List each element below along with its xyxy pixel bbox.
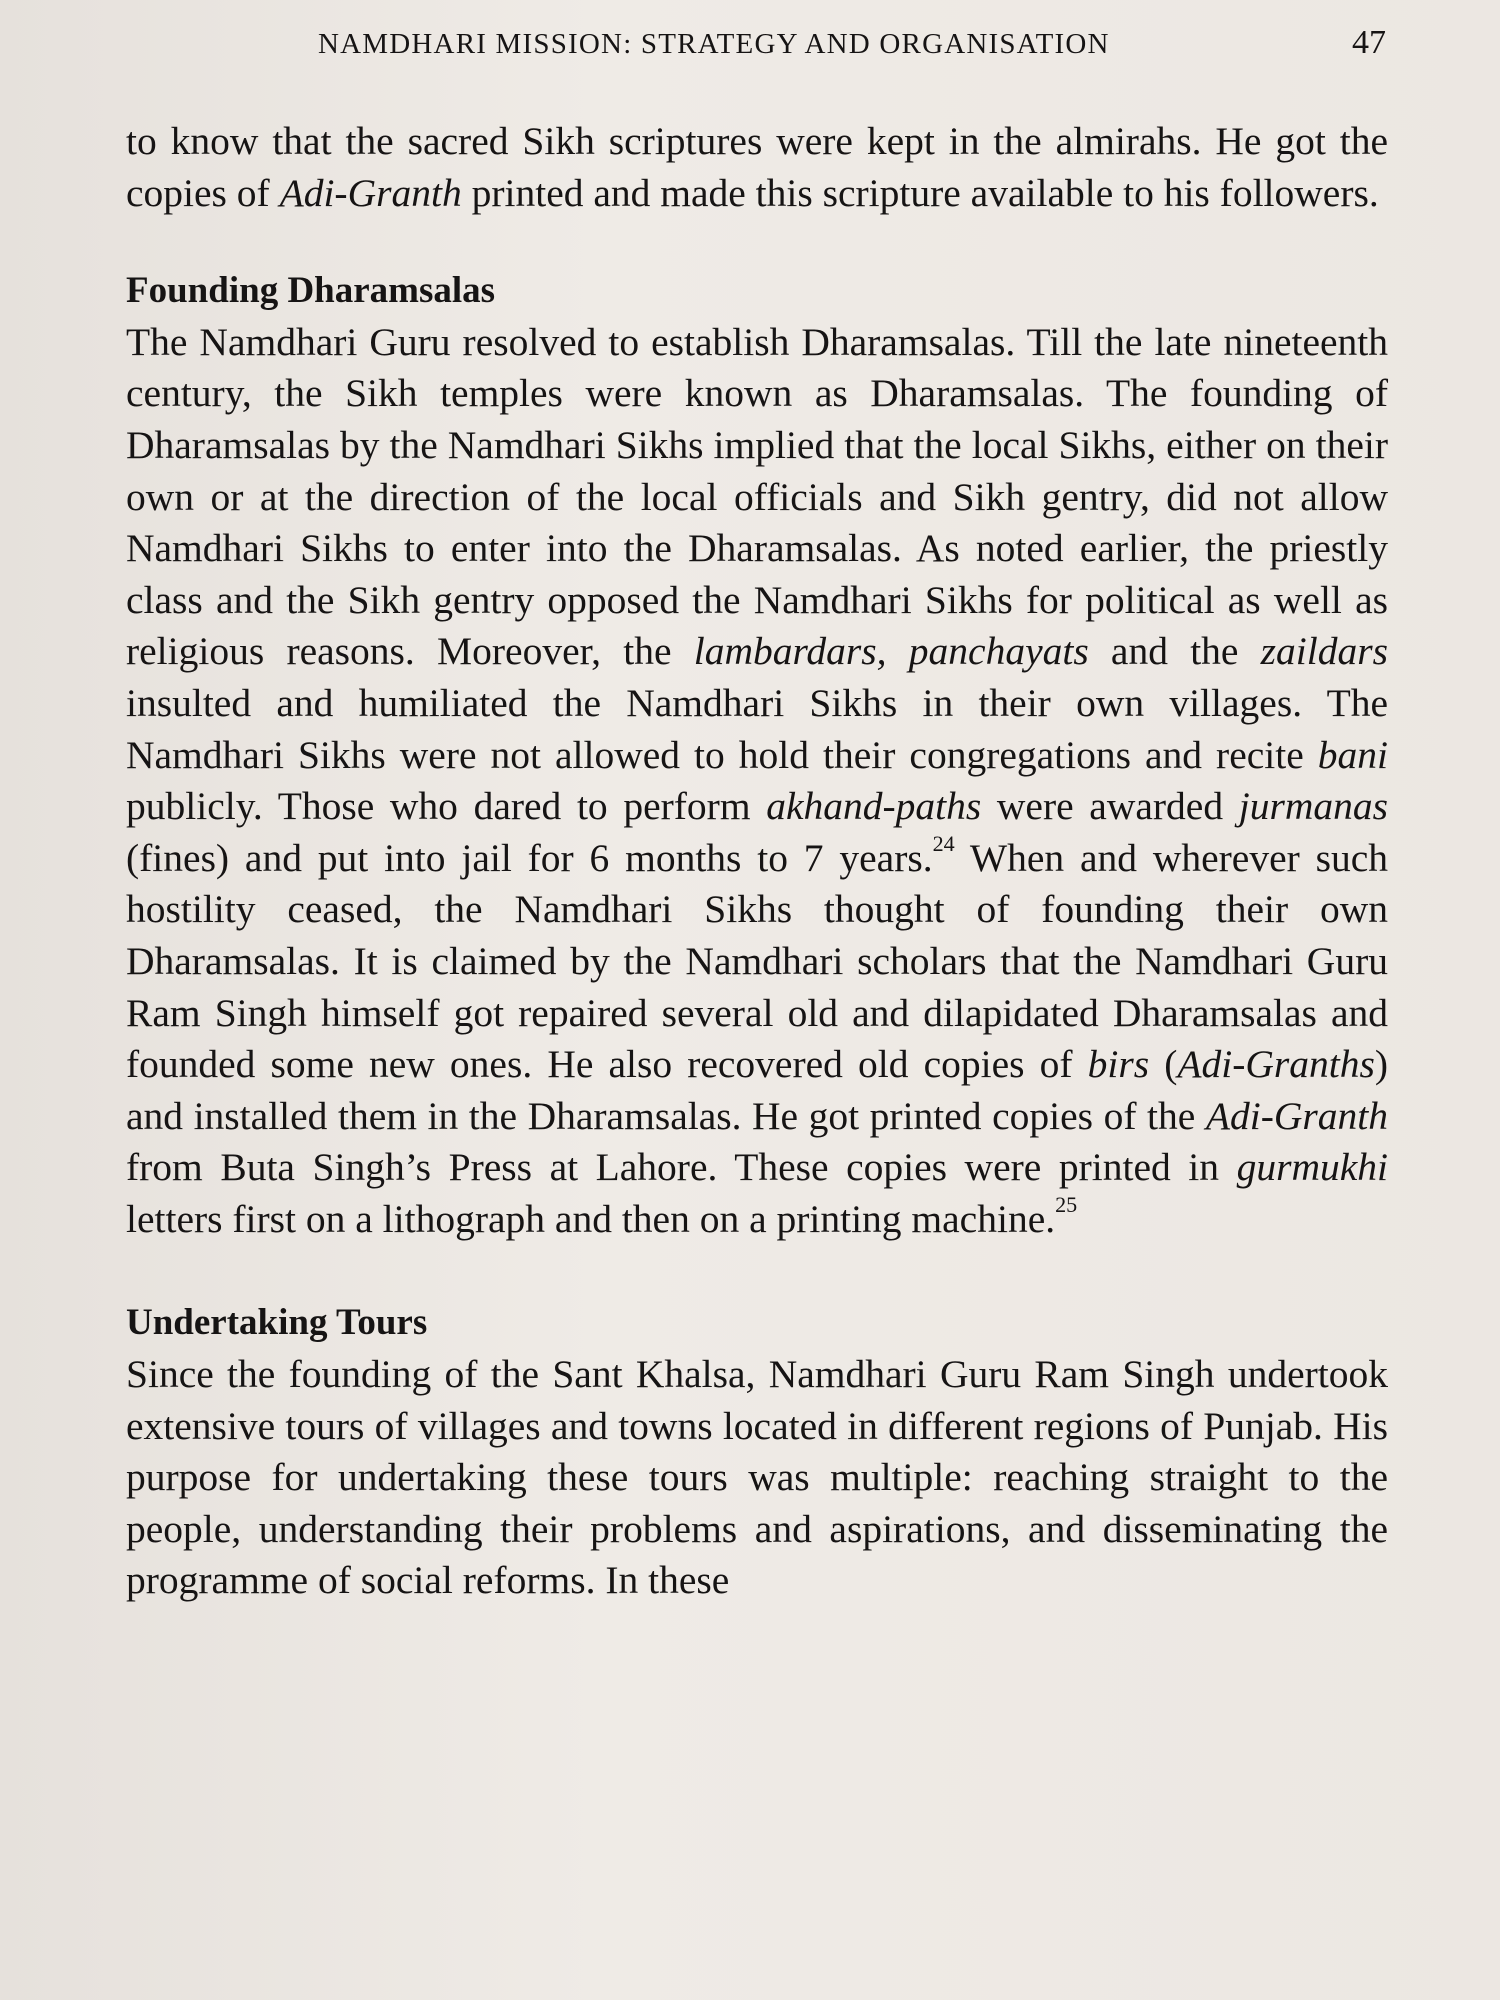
running-head	[0, 24, 1500, 64]
text-run: The Namdhari Guru resolved to establish Dharamsalas. Till the late nineteenth century, the Sikh temples were known as Dharamsalas. The founding of Dharamsalas by the Namdhari Sikhs implied that the local Sikhs, either on their own or at the direction of the local officials and Sikh gentry, did not allow Namdhari Sikhs to enter into the Dharamsalas. As noted earlier, the priestly class and the Sikh gentry opposed the Namdhari Sikhs for political as well as religious reasons. Moreover, the	[126, 319, 1388, 674]
page-number: 47	[1352, 24, 1386, 61]
italic-term: zaildars	[1260, 629, 1388, 674]
text-run: letters first on a lithograph and then on a printing machine.	[126, 1196, 1056, 1241]
text-run: to know that the sacred Sikh scriptures were kept in the almirahs. He got the copies of	[126, 119, 1388, 215]
section-heading-founding-dharamsalas: Founding Dharamsalas	[126, 270, 496, 312]
italic-term: Adi-Granth	[279, 170, 462, 215]
body-text	[126, 116, 1388, 1607]
italic-term: lambardars, panchayats	[693, 629, 1089, 674]
paragraph-gap	[126, 1245, 1388, 1297]
footnote-ref-24: 24	[932, 830, 955, 856]
text-run: from Buta Singh’s Press at Lahore. These copies were printed in	[126, 1145, 1237, 1190]
text-run: Since the founding of the Sant Khalsa, Namdhari Guru Ram Singh undertook extensive tours of villages and towns located in different regions of Punjab. His purpose for undertaking these tours was multiple: reaching straight to the people, understanding their problems and aspirations, and disseminating the programme of social reforms. In these	[126, 1352, 1388, 1603]
italic-term: Adi-Granths	[1177, 1042, 1375, 1087]
paragraph-gap	[126, 219, 1388, 265]
italic-term: jurmanas	[1238, 784, 1388, 829]
italic-term: akhand-paths	[766, 784, 982, 829]
section-heading-undertaking-tours: Undertaking Tours	[126, 1302, 428, 1344]
text-run: When and wherever such hostility ceased, the Namdhari Sikhs thought of founding their own Dharamsalas. It is claimed by the Namdhari scholars that the Namdhari Guru Ram Singh himself got repaired several old and dilapidated Dharamsalas and founded some new ones. He also recovered old copies of	[126, 835, 1388, 1087]
text-run: (	[1149, 1042, 1178, 1087]
running-title: NAMDHARI MISSION: STRATEGY AND ORGANISATION	[318, 28, 1110, 60]
text-run: publicly. Those who dared to perform	[126, 784, 767, 829]
italic-term: birs	[1087, 1042, 1150, 1087]
paragraph-1	[126, 116, 1388, 219]
text-run: ) and installed them in the Dharamsalas. He got printed copies of the	[126, 1042, 1389, 1138]
text-run: (fines) and put into jail for 6 months to 7 years.	[126, 835, 933, 880]
text-run: insulted and humiliated the Namdhari Sikhs in their own villages. The Namdhari Sikhs were not allowed to hold their congregations and recite	[126, 680, 1388, 777]
text-run: printed and made this scripture available to his followers.	[461, 170, 1379, 215]
text-run: were awarded	[981, 784, 1239, 829]
footnote-ref-25: 25	[1055, 1191, 1078, 1217]
paragraph-2	[126, 317, 1388, 1246]
text-run: and the	[1088, 629, 1261, 674]
italic-term: gurmukhi	[1236, 1145, 1388, 1190]
italic-term: Adi-Granth	[1205, 1093, 1388, 1138]
paragraph-3	[126, 1349, 1388, 1607]
italic-term: bani	[1317, 732, 1388, 777]
